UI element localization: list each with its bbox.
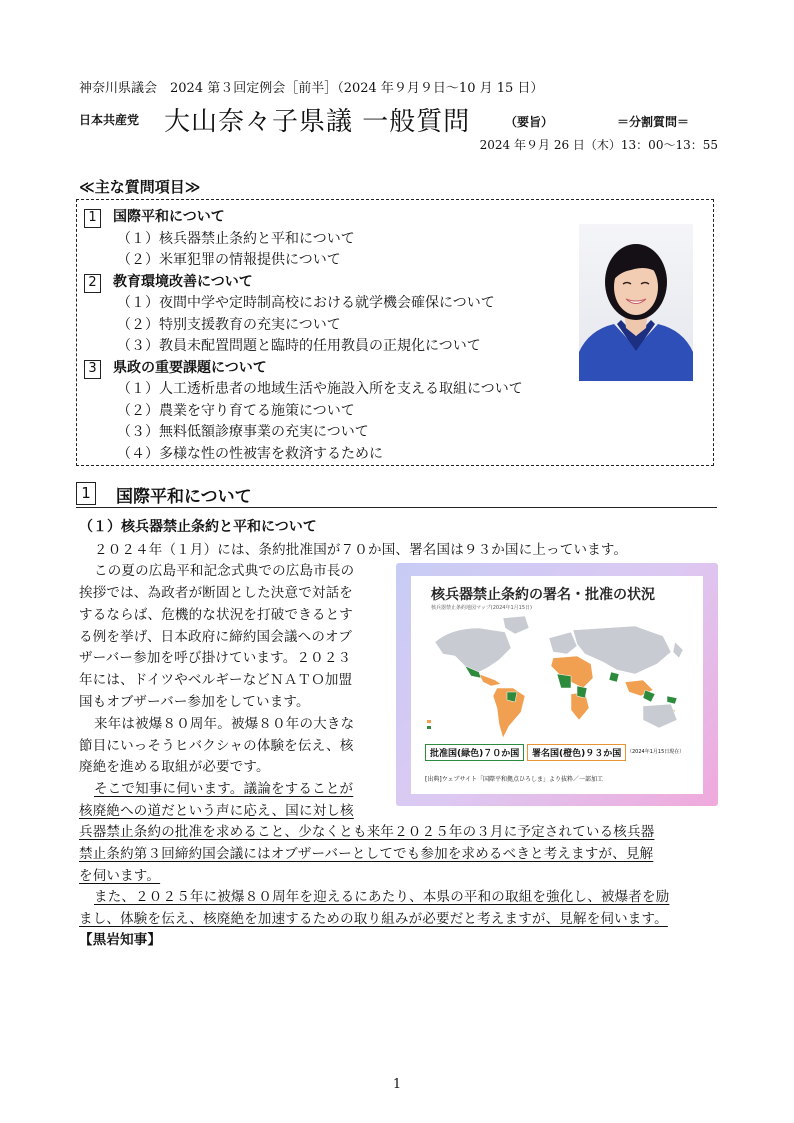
item-section-3 [84,357,267,379]
question-type: 一般質問 [362,107,471,137]
portrait-illustration [579,224,693,381]
body-line-underlined: そこで知事に伺います。議論をすることが [94,781,354,797]
body-line: る例を挙げ、日本政府に締約国会議へのオブ [79,629,353,645]
summary-note: （要旨） [505,115,554,129]
section-title: 教育環境改善について [113,274,253,290]
body-line-underlined: また、２０２５年に被爆８０周年を迎えるにあたり、本県の平和の取組を強化し、被爆者を励 [94,889,670,905]
land-australia [643,704,677,728]
body-line: 廃絶を進める取組が必要です。 [79,759,270,775]
as-of-date: （2024年1月15日現在） [627,749,685,755]
body-line-underlined: 兵器禁止条約の批准を求めること、少なくとも来年２０２５年の３月に予定されている核兵器 [79,824,655,840]
map-panel [411,576,703,794]
section-number: 2 [84,274,101,293]
body-line-underlined: 禁止条約第３回締約国会議にはオブザーバーとしてでも参加を求めるべきと考えますが、見解 [79,846,654,862]
question-datetime: 2024 年９月 26 日（木）13：00〜13：55 [479,138,718,152]
map-title: 核兵器禁止条約の署名・批准の状況 [431,587,655,603]
member-portrait-photo [579,224,693,381]
section-title: 県政の重要課題について [113,360,267,376]
section-number: 3 [84,360,101,379]
body-line: ザーバー参加を呼び掛けています。２０２３ [79,650,352,666]
item-sub: （３）無料低額診療事業の充実について [117,424,369,440]
item-sub: （３）教員未配置問題と臨時的任用教員の正規化について [117,338,481,354]
item-sub: （２）農業を守り育てる施策について [117,403,355,419]
item-sub: （１）核兵器禁止条約と平和について [117,231,355,247]
item-sub: （２）特別支援教育の充実について [117,317,341,333]
body-line-underlined: 核廃絶への道だという声に応え、国に対し核 [79,803,354,819]
item-sub: （４）多様な性の性被害を救済するために [117,446,383,462]
responder-label: 【黒岩知事】 [79,932,162,948]
title-row [79,101,719,135]
item-section-2 [84,271,253,293]
party-name: 日本共産党 [79,113,140,127]
body-line: ２０２４年（１月）には、条約批准国が７０か国、署名国は９３か国に上っています。 [94,542,628,558]
section-title: 国際平和について [116,487,252,507]
ratified-legend: 批准国(緑色)７０か国 [425,744,524,761]
item-sub: （１）人工透析患者の地域生活や施設入所を支える取組について [117,381,523,397]
section-heading [76,481,717,508]
signed-legend: 署名国(橙色)９３か国 [527,744,626,761]
body-line: 挨拶では、為政者が断固とした決意で対話を [79,585,353,601]
question-format: ＝分割質問＝ [617,115,690,129]
question-heading: （１）核兵器禁止条約と平和について [79,519,317,535]
body-line: この夏の広島平和記念式典での広島市長の [94,563,355,579]
section-title: 国際平和について [113,209,225,225]
item-sub: （２）米軍犯罪の情報提供について [117,252,341,268]
body-line: 国もオブザーバー参加をしています。 [79,694,310,710]
item-sub: （１）夜間中学や定時制高校における就学機会確保について [117,295,495,311]
body-line: 節目にいっそうヒバクシャの体験を伝え、核 [79,738,354,754]
section-number: 1 [76,482,96,505]
session-line: 神奈川県議会 2024 第３回定例会［前半］（2024 年９月９日〜10 月 15 日） [79,81,544,96]
page-number: 1 [392,1077,402,1092]
items-heading: ≪主な質問項目≫ [79,178,201,196]
body-line-underlined: を伺います。 [79,868,161,884]
section-number: 1 [84,209,101,228]
map-source-credit: [出典]ウェブサイト「国際平和拠点ひろしま」より抜粋／一部加工 [425,776,604,783]
map-figure [396,563,718,806]
world-map [421,612,693,740]
body-line: するならば、危機的な状況を打破できるとす [79,607,353,623]
body-line: 年には、ドイツやベルギーなどＮＡＴＯ加盟 [79,672,353,688]
page-title [164,101,470,138]
map-legend-keys [427,720,431,729]
map-subtitle: 核兵器禁止条約地図マップ(2024年1月15日) [431,605,532,611]
body-line-underlined: まし、体験を伝え、核廃絶を加速するための取り組みが必要だと考えますが、見解を伺います。 [79,911,668,927]
body-line: 来年は被爆８０周年。被爆８０年の大きな [94,716,355,732]
member-name: 大山奈々子県議 [164,107,354,137]
item-section-1 [84,206,225,228]
